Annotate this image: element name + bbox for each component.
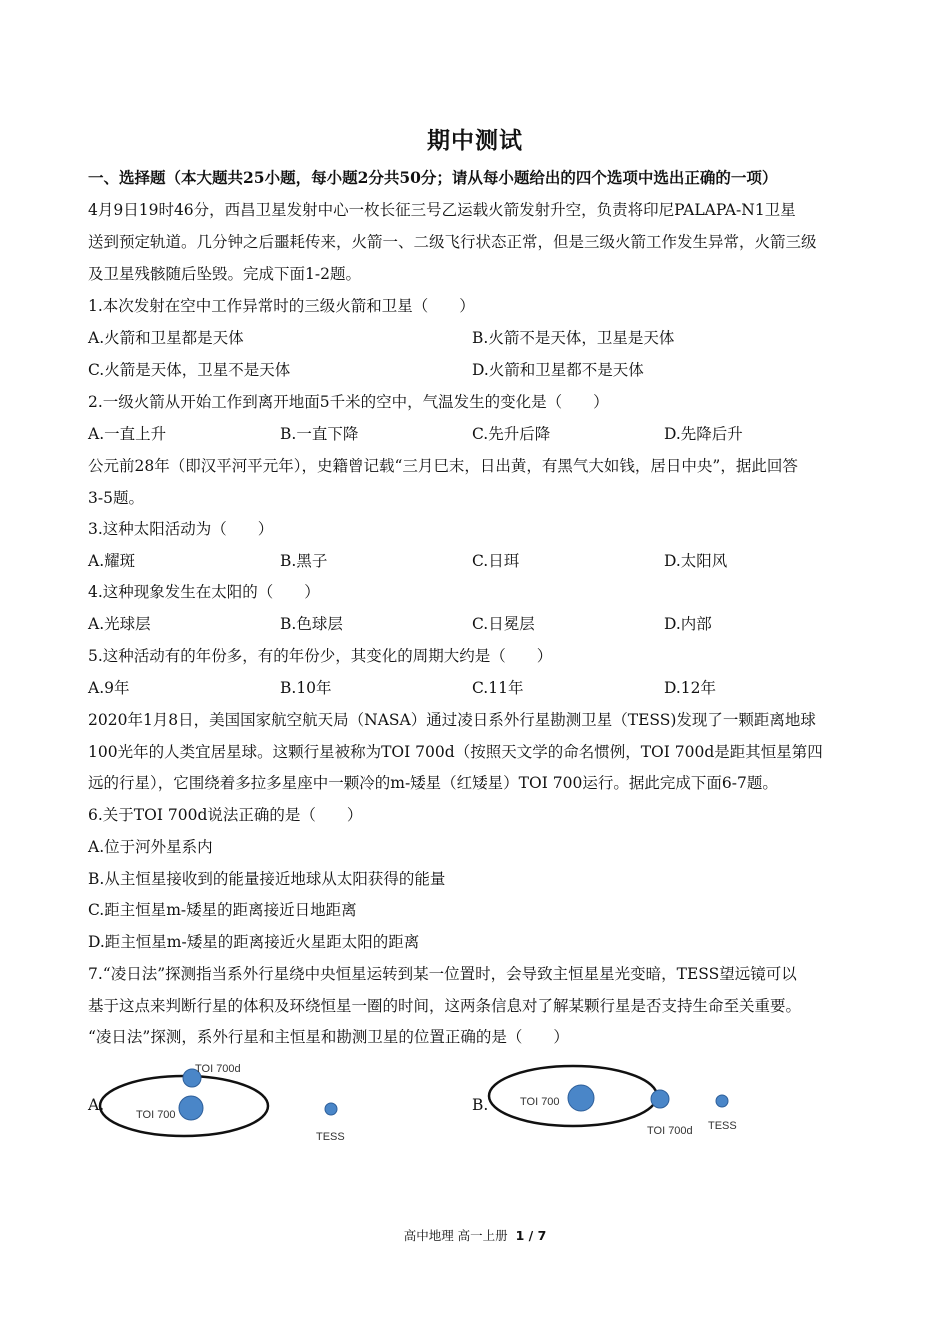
question-2-stem: 2.一级火箭从开始工作到离开地面5千米的空中，气温发生的变化是（ ） [88, 393, 609, 411]
question-3-stem: 3.这种太阳活动为（ ） [88, 520, 274, 538]
q7-option-b-label: B. [472, 1096, 489, 1114]
q6-option-b: B.从主恒星接收到的能量接近地球从太阳获得的能量 [88, 870, 446, 888]
question-7-stem: 7.“凌日法”探测指当系外行星绕中央恒星运转到某一位置时，会导致主恒星星光变暗，TESS望远镜可以 [88, 965, 797, 983]
section-heading: 一、选择题（本大题共25小题，每小题2分共50分；请从每小题给出的四个选项中选出正确的一项） [88, 168, 778, 187]
q2-option-c: C.先升后降 [472, 425, 551, 443]
q2-option-a: A.一直上升 [88, 425, 167, 443]
question-5-stem: 5.这种活动有的年份多，有的年份少，其变化的周期大约是（ ） [88, 647, 553, 665]
q4-option-b: B.色球层 [280, 615, 343, 633]
satellite-label: TESS [316, 1131, 345, 1143]
q3-option-b: B.黑子 [280, 552, 328, 570]
star-label: TOI 700 [520, 1096, 560, 1108]
page-footer [0, 1226, 950, 1244]
footer-text: 高中地理 高一上册 [403, 1228, 508, 1243]
question-6-stem: 6.关于TOI 700d说法正确的是（ ） [88, 806, 363, 824]
planet-label: TOI 700d [647, 1125, 693, 1137]
passage1-line: 送到预定轨道。几分钟之后噩耗传来，火箭一、二级飞行状态正常，但是三级火箭工作发生异常，火箭三级 [88, 233, 817, 251]
q5-option-a: A.9年 [88, 679, 130, 697]
q1-option-a: A.火箭和卫星都是天体 [88, 329, 244, 347]
q2-option-b: B.一直下降 [280, 425, 359, 443]
q4-option-a: A.光球层 [88, 615, 151, 633]
question-7-stem: 基于这点来判断行星的体积及环绕恒星一圈的时间，这两条信息对了解某颗行星是否支持生命至关重要。 [88, 997, 802, 1015]
question-4-stem: 4.这种现象发生在太阳的（ ） [88, 583, 320, 601]
star-marker [568, 1085, 594, 1111]
q5-option-c: C.11年 [472, 679, 524, 697]
q6-option-a: A.位于河外星系内 [88, 838, 213, 856]
question-7-stem: “凌日法”探测，系外行星和主恒星和勘测卫星的位置正确的是（ ） [88, 1028, 569, 1046]
q1-option-b: B.火箭不是天体，卫星是天体 [472, 329, 675, 347]
planet-marker [651, 1090, 669, 1108]
q4-option-c: C.日冕层 [472, 615, 535, 633]
question-1-stem: 1.本次发射在空中工作异常时的三级火箭和卫星（ ） [88, 297, 475, 315]
satellite-label: TESS [708, 1120, 737, 1132]
passage1-line: 及卫星残骸随后坠毁。完成下面1-2题。 [88, 265, 361, 283]
q3-option-a: A.耀斑 [88, 552, 136, 570]
q5-option-b: B.10年 [280, 679, 332, 697]
q5-option-d: D.12年 [664, 679, 717, 697]
passage1-line: 4月9日19时46分，西昌卫星发射中心一枚长征三号乙运载火箭发射升空，负责将印尼PALAPA-N1卫星 [88, 201, 796, 219]
passage2-line: 公元前28年（即汉平河平元年），史籍曾记载“三月巳末，日出黄，有黑气大如钱，居日中央”，据此回答 [88, 457, 798, 475]
q7-option-a-label: A. [88, 1096, 105, 1114]
passage3-line: 100光年的人类宜居星球。这颗行星被称为TOI 700d（按照天文学的命名惯例，TOI 700d是距其恒星第四 [88, 743, 823, 761]
passage2-line: 3-5题。 [88, 489, 144, 507]
satellite-marker [716, 1095, 728, 1107]
q4-option-d: D.内部 [664, 615, 712, 633]
satellite-marker [325, 1103, 337, 1115]
q1-option-d: D.火箭和卫星都不是天体 [472, 361, 644, 379]
q1-option-c: C.火箭是天体，卫星不是天体 [88, 361, 291, 379]
q7-option-a-diagram [98, 1058, 358, 1148]
passage3-line: 远的行星），它围绕着多拉多星座中一颗冷的m-矮星（红矮星）TOI 700运行。据此完成下面6-7题。 [88, 774, 778, 792]
q6-option-c: C.距主恒星m-矮星的距离接近日地距离 [88, 901, 357, 919]
q3-option-c: C.日珥 [472, 552, 520, 570]
q2-option-d: D.先降后升 [664, 425, 743, 443]
q7-option-b-diagram [486, 1058, 746, 1148]
q6-option-d: D.距主恒星m-矮星的距离接近火星距太阳的距离 [88, 933, 420, 951]
page-title: 期中测试 [427, 127, 523, 154]
q3-option-d: D.太阳风 [664, 552, 728, 570]
planet-label: TOI 700d [195, 1063, 241, 1075]
star-label: TOI 700 [136, 1109, 176, 1121]
page-number: 1 / 7 [515, 1228, 547, 1243]
passage3-line: 2020年1月8日，美国国家航空航天局（NASA）通过凌日系外行星勘测卫星（TESS)发现了一颗距离地球 [88, 711, 816, 729]
star-marker [179, 1096, 203, 1120]
